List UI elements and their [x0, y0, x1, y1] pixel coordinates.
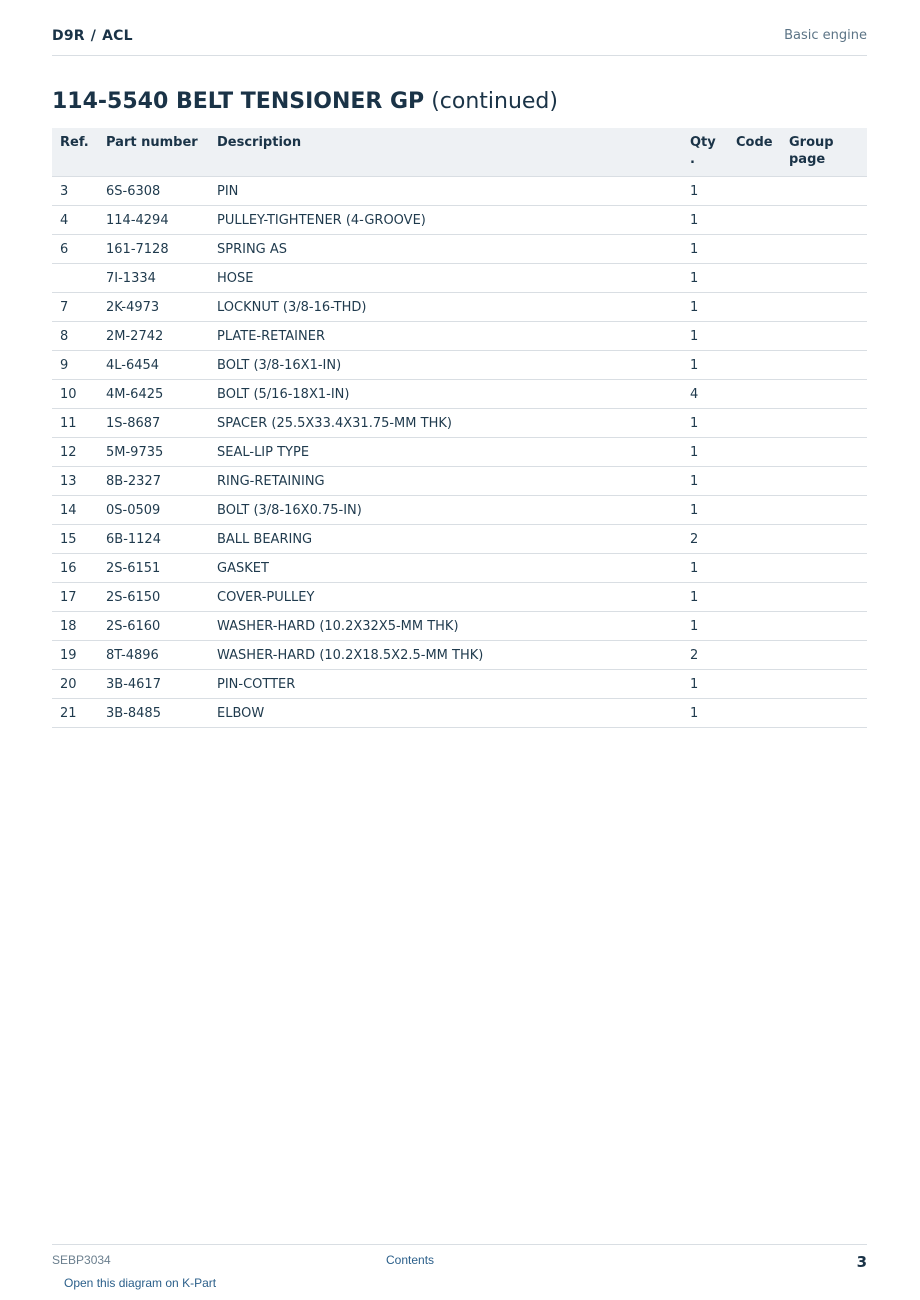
section-label: Basic engine: [784, 28, 867, 43]
cell-group-page: [781, 525, 867, 554]
cell-ref: 17: [52, 583, 98, 612]
cell-part-number: 4L-6454: [98, 351, 209, 380]
cell-qty: 1: [682, 264, 728, 293]
cell-qty: 1: [682, 351, 728, 380]
page-title: [52, 89, 558, 114]
table-row: [52, 206, 867, 235]
cell-group-page: [781, 467, 867, 496]
cell-description: WASHER-HARD (10.2X18.5X2.5-MM THK): [209, 641, 682, 670]
cell-group-page: [781, 235, 867, 264]
cell-code: [728, 699, 781, 728]
table-row: [52, 438, 867, 467]
cell-description: COVER-PULLEY: [209, 583, 682, 612]
cell-description: PULLEY-TIGHTENER (4-GROOVE): [209, 206, 682, 235]
cell-qty: 2: [682, 641, 728, 670]
contents-link[interactable]: Contents: [386, 1253, 435, 1267]
cell-ref: 19: [52, 641, 98, 670]
cell-qty: 1: [682, 467, 728, 496]
table-row: [52, 264, 867, 293]
cell-code: [728, 177, 781, 206]
cell-code: [728, 322, 781, 351]
cell-part-number: 114-4294: [98, 206, 209, 235]
cell-part-number: 1S-8687: [98, 409, 209, 438]
cell-qty: 1: [682, 206, 728, 235]
table-row: [52, 467, 867, 496]
cell-description: BOLT (3/8-16X1-IN): [209, 351, 682, 380]
cell-ref: 6: [52, 235, 98, 264]
cell-part-number: 2M-2742: [98, 322, 209, 351]
table-row: [52, 177, 867, 206]
cell-group-page: [781, 206, 867, 235]
open-in-kpart-link[interactable]: Open this diagram on K-Part: [64, 1276, 217, 1290]
cell-qty: 4: [682, 380, 728, 409]
cell-qty: 1: [682, 670, 728, 699]
breadcrumb: [52, 28, 133, 44]
cell-ref: 3: [52, 177, 98, 206]
cell-description: PLATE-RETAINER: [209, 322, 682, 351]
cell-description: RING-RETAINING: [209, 467, 682, 496]
cell-group-page: [781, 699, 867, 728]
cell-code: [728, 583, 781, 612]
column-header-qty: Qty .: [682, 128, 728, 177]
column-header-group-page: Group page: [781, 128, 867, 177]
cell-code: [728, 409, 781, 438]
cell-part-number: 5M-9735: [98, 438, 209, 467]
cell-ref: [52, 264, 98, 293]
cell-part-number: 2S-6150: [98, 583, 209, 612]
cell-description: PIN-COTTER: [209, 670, 682, 699]
cell-description: BOLT (3/8-16X0.75-IN): [209, 496, 682, 525]
cell-ref: 9: [52, 351, 98, 380]
cell-group-page: [781, 670, 867, 699]
cell-group-page: [781, 177, 867, 206]
breadcrumb-separator: /: [90, 28, 97, 44]
cell-group-page: [781, 496, 867, 525]
table-row: [52, 380, 867, 409]
cell-ref: 7: [52, 293, 98, 322]
cell-group-page: [781, 264, 867, 293]
table-row: [52, 699, 867, 728]
cell-qty: 1: [682, 322, 728, 351]
cell-qty: 1: [682, 699, 728, 728]
cell-qty: 1: [682, 496, 728, 525]
cell-part-number: 0S-0509: [98, 496, 209, 525]
column-header-ref: Ref.: [52, 128, 98, 177]
cell-part-number: 8T-4896: [98, 641, 209, 670]
page-header: [52, 28, 867, 56]
cell-code: [728, 293, 781, 322]
cell-ref: 11: [52, 409, 98, 438]
cell-ref: 18: [52, 612, 98, 641]
breadcrumb-variant: ACL: [102, 28, 133, 44]
table-row: [52, 293, 867, 322]
cell-description: HOSE: [209, 264, 682, 293]
cell-group-page: [781, 322, 867, 351]
table-row: [52, 670, 867, 699]
column-header-code: Code: [728, 128, 781, 177]
document-id: SEBP3034: [52, 1253, 111, 1267]
cell-qty: 1: [682, 409, 728, 438]
cell-part-number: 3B-8485: [98, 699, 209, 728]
table-row: [52, 496, 867, 525]
cell-ref: 14: [52, 496, 98, 525]
cell-group-page: [781, 438, 867, 467]
cell-description: BOLT (5/16-18X1-IN): [209, 380, 682, 409]
table-header-row: [52, 128, 867, 177]
cell-group-page: [781, 554, 867, 583]
cell-part-number: 8B-2327: [98, 467, 209, 496]
cell-description: ELBOW: [209, 699, 682, 728]
cell-code: [728, 351, 781, 380]
cell-qty: 1: [682, 293, 728, 322]
cell-ref: 13: [52, 467, 98, 496]
cell-code: [728, 438, 781, 467]
cell-qty: 1: [682, 612, 728, 641]
cell-ref: 4: [52, 206, 98, 235]
breadcrumb-model: D9R: [52, 28, 85, 44]
page-footer: [52, 1244, 867, 1275]
page-title-suffix: (continued): [431, 89, 558, 114]
cell-group-page: [781, 380, 867, 409]
column-header-part-number: Part number: [98, 128, 209, 177]
cell-ref: 16: [52, 554, 98, 583]
table-row: [52, 322, 867, 351]
cell-part-number: 6S-6308: [98, 177, 209, 206]
cell-part-number: 7I-1334: [98, 264, 209, 293]
cell-ref: 15: [52, 525, 98, 554]
table-row: [52, 641, 867, 670]
cell-group-page: [781, 641, 867, 670]
cell-group-page: [781, 293, 867, 322]
table-row: [52, 409, 867, 438]
cell-code: [728, 641, 781, 670]
cell-ref: 8: [52, 322, 98, 351]
cell-part-number: 6B-1124: [98, 525, 209, 554]
cell-code: [728, 467, 781, 496]
cell-group-page: [781, 583, 867, 612]
cell-ref: 20: [52, 670, 98, 699]
cell-part-number: 2S-6160: [98, 612, 209, 641]
cell-part-number: 4M-6425: [98, 380, 209, 409]
cell-code: [728, 235, 781, 264]
cell-code: [728, 554, 781, 583]
page-title-main: 114-5540 BELT TENSIONER GP: [52, 89, 425, 114]
cell-ref: 10: [52, 380, 98, 409]
cell-code: [728, 264, 781, 293]
table-row: [52, 612, 867, 641]
table-row: [52, 351, 867, 380]
cell-ref: 12: [52, 438, 98, 467]
cell-description: PIN: [209, 177, 682, 206]
parts-table-body: [52, 177, 867, 728]
cell-code: [728, 206, 781, 235]
table-row: [52, 235, 867, 264]
cell-qty: 2: [682, 525, 728, 554]
parts-table: [52, 128, 867, 728]
cell-group-page: [781, 612, 867, 641]
cell-group-page: [781, 351, 867, 380]
cell-description: BALL BEARING: [209, 525, 682, 554]
cell-part-number: 2S-6151: [98, 554, 209, 583]
cell-code: [728, 612, 781, 641]
table-row: [52, 554, 867, 583]
cell-code: [728, 525, 781, 554]
page-number: 3: [856, 1253, 867, 1271]
cell-qty: 1: [682, 177, 728, 206]
cell-qty: 1: [682, 554, 728, 583]
cell-description: GASKET: [209, 554, 682, 583]
cell-code: [728, 496, 781, 525]
cell-description: LOCKNUT (3/8-16-THD): [209, 293, 682, 322]
table-row: [52, 525, 867, 554]
cell-group-page: [781, 409, 867, 438]
cell-ref: 21: [52, 699, 98, 728]
cell-description: SPACER (25.5X33.4X31.75-MM THK): [209, 409, 682, 438]
cell-part-number: 161-7128: [98, 235, 209, 264]
cell-description: SPRING AS: [209, 235, 682, 264]
cell-part-number: 3B-4617: [98, 670, 209, 699]
cell-description: SEAL-LIP TYPE: [209, 438, 682, 467]
cell-qty: 1: [682, 235, 728, 264]
cell-code: [728, 380, 781, 409]
cell-qty: 1: [682, 438, 728, 467]
cell-part-number: 2K-4973: [98, 293, 209, 322]
cell-description: WASHER-HARD (10.2X32X5-MM THK): [209, 612, 682, 641]
table-row: [52, 583, 867, 612]
cell-code: [728, 670, 781, 699]
column-header-description: Description: [209, 128, 682, 177]
cell-qty: 1: [682, 583, 728, 612]
